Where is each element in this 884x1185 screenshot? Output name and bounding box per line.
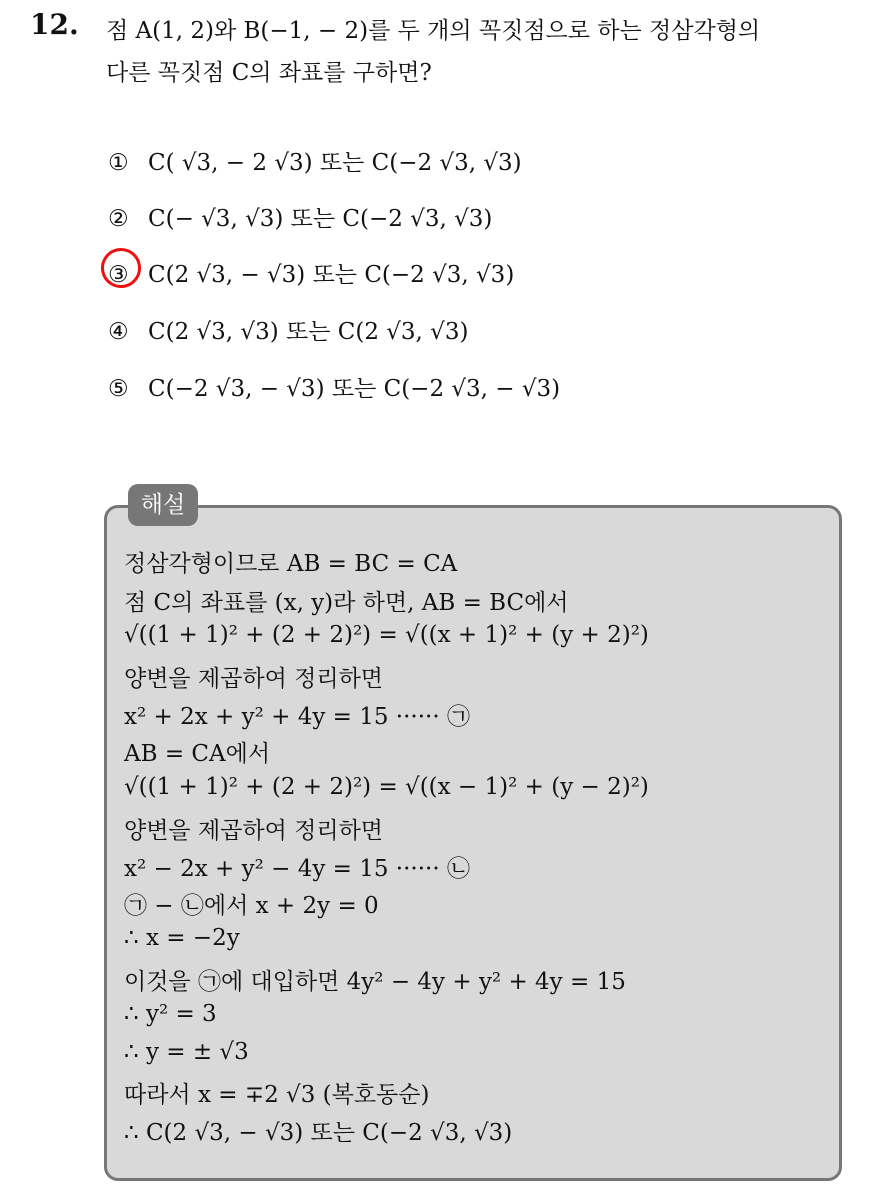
choice-4[interactable] xyxy=(108,313,468,346)
solution-line: ∴ y = ± √3 xyxy=(124,1039,249,1065)
solution-line: ∴ y² = 3 xyxy=(124,1001,217,1027)
choice-text: C(− √3, √3) 또는 C(−2 √3, √3) xyxy=(148,206,493,232)
solution-tag: 해설 xyxy=(128,484,198,526)
solution-line: 따라서 x = ∓2 √3 (복호동순) xyxy=(124,1082,430,1108)
solution-line: 양변을 제곱하여 정리하면 xyxy=(124,818,384,844)
choice-number: ③ xyxy=(108,262,129,288)
choice-number: ② xyxy=(108,206,129,232)
choice-2[interactable] xyxy=(108,200,492,233)
choice-3[interactable] xyxy=(108,256,514,289)
choice-text: C(−2 √3, − √3) 또는 C(−2 √3, − √3) xyxy=(148,376,561,402)
choice-number: ④ xyxy=(108,319,129,345)
choice-1[interactable] xyxy=(108,144,522,177)
solution-line: x² − 2x + y² − 4y = 15 ······ ㉡ xyxy=(124,856,470,882)
choice-number: ⑤ xyxy=(108,376,129,402)
solution-line: 점 C의 좌표를 (x, y)라 하면, AB = BC에서 xyxy=(124,590,569,616)
solution-line: ∴ C(2 √3, − √3) 또는 C(−2 √3, √3) xyxy=(124,1120,513,1146)
solution-line: x² + 2x + y² + 4y = 15 ······ ㉠ xyxy=(124,704,470,730)
solution-line: ∴ x = −2y xyxy=(124,925,240,951)
solution-line: ㉠ − ㉡에서 x + 2y = 0 xyxy=(124,893,379,919)
question-text-line-1: 점 A(1, 2)와 B(−1, − 2)를 두 개의 꼭짓점으로 하는 정삼각형의 xyxy=(106,18,761,44)
question-text-line-2: 다른 꼭짓점 C의 좌표를 구하면? xyxy=(106,60,432,86)
solution-line: 정삼각형이므로 AB = BC = CA xyxy=(124,551,458,577)
question-number: 12. xyxy=(30,8,79,41)
choice-text: C( √3, − 2 √3) 또는 C(−2 √3, √3) xyxy=(148,150,522,176)
solution-line: AB = CA에서 xyxy=(124,741,271,767)
solution-line: √((1 + 1)² + (2 + 2)²) = √((x + 1)² + (y + 2)²) xyxy=(124,622,649,648)
choice-text: C(2 √3, − √3) 또는 C(−2 √3, √3) xyxy=(148,262,515,288)
solution-line: 양변을 제곱하여 정리하면 xyxy=(124,666,384,692)
solution-line: √((1 + 1)² + (2 + 2)²) = √((x − 1)² + (y − 2)²) xyxy=(124,774,649,800)
choice-number: ① xyxy=(108,150,129,176)
choice-text: C(2 √3, √3) 또는 C(2 √3, √3) xyxy=(148,319,469,345)
choice-5[interactable] xyxy=(108,370,560,403)
solution-line: 이것을 ㉠에 대입하면 4y² − 4y + y² + 4y = 15 xyxy=(124,969,626,995)
